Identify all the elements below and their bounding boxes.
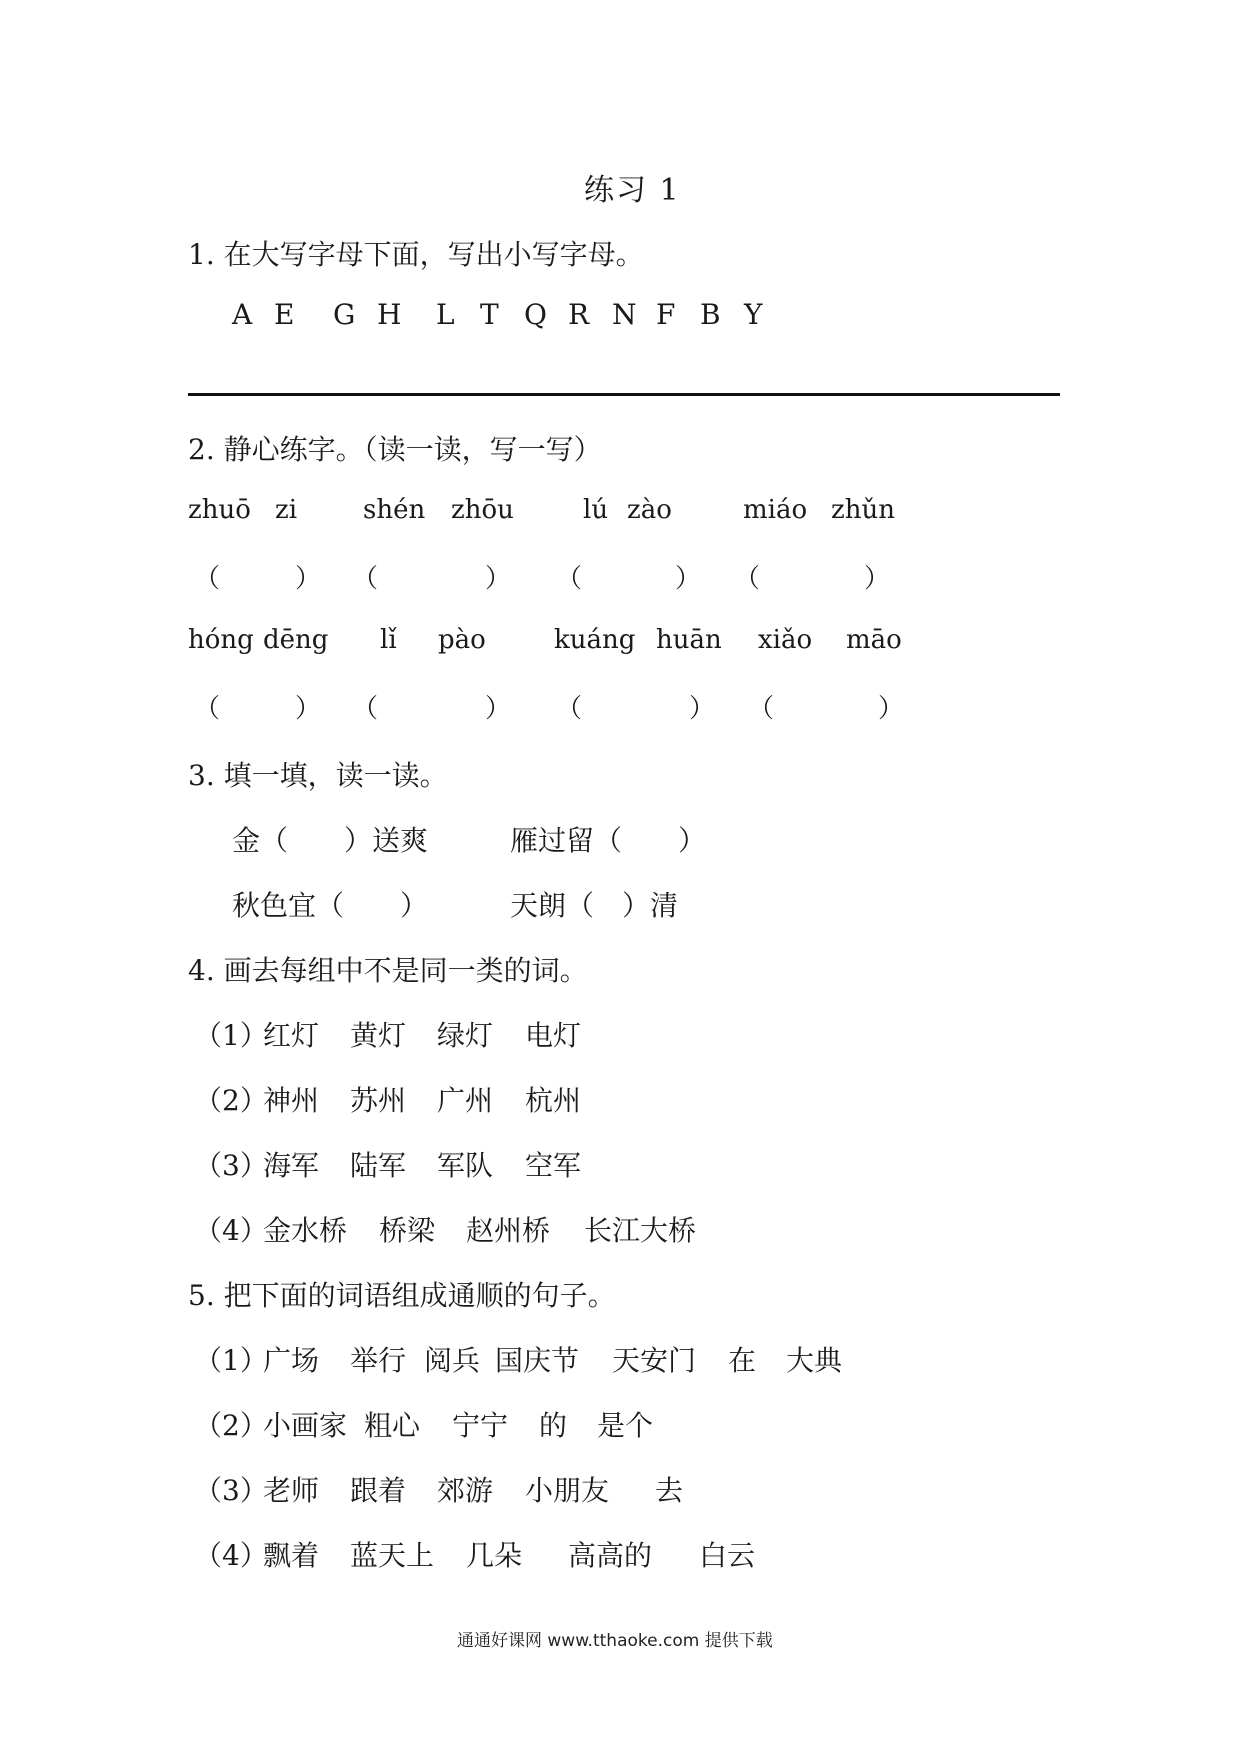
word: 白云 — [699, 1539, 756, 1572]
pinyin: zào — [627, 495, 672, 525]
pinyin: dēng — [263, 625, 329, 655]
item-label: （1） — [194, 1019, 268, 1052]
word: 空军 — [525, 1149, 582, 1182]
answer-paren-open: （ — [748, 694, 775, 724]
word: 高高的 — [568, 1539, 653, 1572]
pinyin: xiǎo — [758, 625, 813, 655]
letter: Y — [744, 298, 763, 331]
answer-paren-close: ） — [689, 694, 716, 724]
word: 军队 — [437, 1149, 494, 1182]
letter: N — [612, 298, 637, 331]
pinyin: zhǔn — [831, 495, 895, 525]
item-label: （2） — [194, 1084, 268, 1117]
letter: F — [656, 298, 676, 331]
idiom-blank: 金（ ）送爽 — [232, 824, 429, 857]
word: 阅兵 — [424, 1344, 481, 1377]
letter: T — [480, 298, 499, 331]
word: 绿灯 — [437, 1019, 494, 1052]
footer-text: 通通好课网 www.tthaoke.com 提供下载 — [457, 1631, 773, 1651]
word: 飘着 — [263, 1539, 320, 1572]
q5-prompt: 5. 把下面的词语组成通顺的句子。 — [188, 1279, 616, 1312]
item-label: （4） — [194, 1539, 268, 1572]
word: 长江大桥 — [584, 1214, 697, 1247]
answer-paren-open: （ — [194, 564, 221, 594]
pinyin: māo — [846, 625, 902, 655]
word: 宁宁 — [452, 1409, 509, 1442]
word: 老师 — [263, 1474, 320, 1507]
word: 跟着 — [350, 1474, 407, 1507]
word: 天安门 — [612, 1344, 697, 1377]
q3-prompt: 3. 填一填，读一读。 — [188, 759, 448, 792]
letter: R — [568, 298, 590, 331]
word: 举行 — [350, 1344, 407, 1377]
pinyin: lǐ — [380, 625, 397, 655]
item-label: （2） — [194, 1409, 268, 1442]
pinyin: kuáng — [554, 625, 636, 655]
word: 广州 — [437, 1084, 494, 1117]
answer-paren-close: ） — [295, 694, 322, 724]
page-title: 练习 1 — [584, 173, 681, 208]
word: 神州 — [263, 1084, 320, 1117]
word: 桥梁 — [379, 1214, 436, 1247]
answer-paren-close: ） — [878, 694, 905, 724]
letter: A — [232, 298, 253, 331]
word: 金水桥 — [263, 1214, 348, 1247]
word: 小画家 — [263, 1409, 348, 1442]
word: 粗心 — [364, 1409, 421, 1442]
item-label: （3） — [194, 1149, 268, 1182]
q2-prompt: 2. 静心练字。（读一读，写一写） — [188, 433, 602, 466]
letter: B — [700, 298, 721, 331]
word: 赵州桥 — [466, 1214, 551, 1247]
word: 海军 — [263, 1149, 320, 1182]
letter: Q — [524, 298, 547, 331]
word: 大典 — [786, 1344, 843, 1377]
idiom-blank: 天朗（ ）清 — [510, 889, 679, 922]
word: 去 — [655, 1474, 684, 1507]
answer-paren-close: ） — [295, 564, 322, 594]
pinyin: zhuō — [188, 495, 251, 525]
idiom-blank: 秋色宜（ ） — [232, 889, 429, 922]
word: 郊游 — [437, 1474, 494, 1507]
letter: L — [436, 298, 455, 331]
letter: E — [274, 298, 295, 331]
pinyin: miáo — [743, 495, 808, 525]
pinyin: pào — [438, 625, 486, 655]
pinyin: huān — [656, 625, 722, 655]
word: 杭州 — [525, 1084, 582, 1117]
pinyin: zi — [275, 495, 298, 525]
answer-paren-open: （ — [352, 694, 379, 724]
answer-line — [188, 393, 1060, 396]
pinyin: zhōu — [451, 495, 514, 525]
idiom-blank: 雁过留（ ） — [510, 824, 707, 857]
word: 电灯 — [525, 1019, 582, 1052]
word: 陆军 — [350, 1149, 407, 1182]
pinyin: shén — [363, 495, 426, 525]
answer-paren-open: （ — [734, 564, 761, 594]
letter: H — [377, 298, 402, 331]
answer-paren-open: （ — [194, 694, 221, 724]
item-label: （1） — [194, 1344, 268, 1377]
item-label: （3） — [194, 1474, 268, 1507]
word: 在 — [728, 1344, 757, 1377]
answer-paren-close: ） — [485, 694, 512, 724]
q4-prompt: 4. 画去每组中不是同一类的词。 — [188, 954, 588, 987]
word: 几朵 — [466, 1539, 523, 1572]
word: 蓝天上 — [350, 1539, 435, 1572]
word: 国庆节 — [495, 1344, 580, 1377]
word: 黄灯 — [350, 1019, 407, 1052]
answer-paren-close: ） — [485, 564, 512, 594]
q1-prompt: 1. 在大写字母下面，写出小写字母。 — [188, 238, 644, 271]
pinyin: hóng — [188, 625, 254, 655]
word: 广场 — [263, 1344, 320, 1377]
pinyin: lú — [583, 495, 609, 525]
answer-paren-open: （ — [556, 694, 583, 724]
item-label: （4） — [194, 1214, 268, 1247]
word: 红灯 — [263, 1019, 320, 1052]
letter: G — [333, 298, 356, 331]
answer-paren-open: （ — [556, 564, 583, 594]
word: 苏州 — [350, 1084, 407, 1117]
word: 是个 — [597, 1409, 654, 1442]
word: 小朋友 — [525, 1474, 610, 1507]
answer-paren-close: ） — [864, 564, 891, 594]
answer-paren-close: ） — [675, 564, 702, 594]
answer-paren-open: （ — [352, 564, 379, 594]
word: 的 — [539, 1409, 568, 1442]
